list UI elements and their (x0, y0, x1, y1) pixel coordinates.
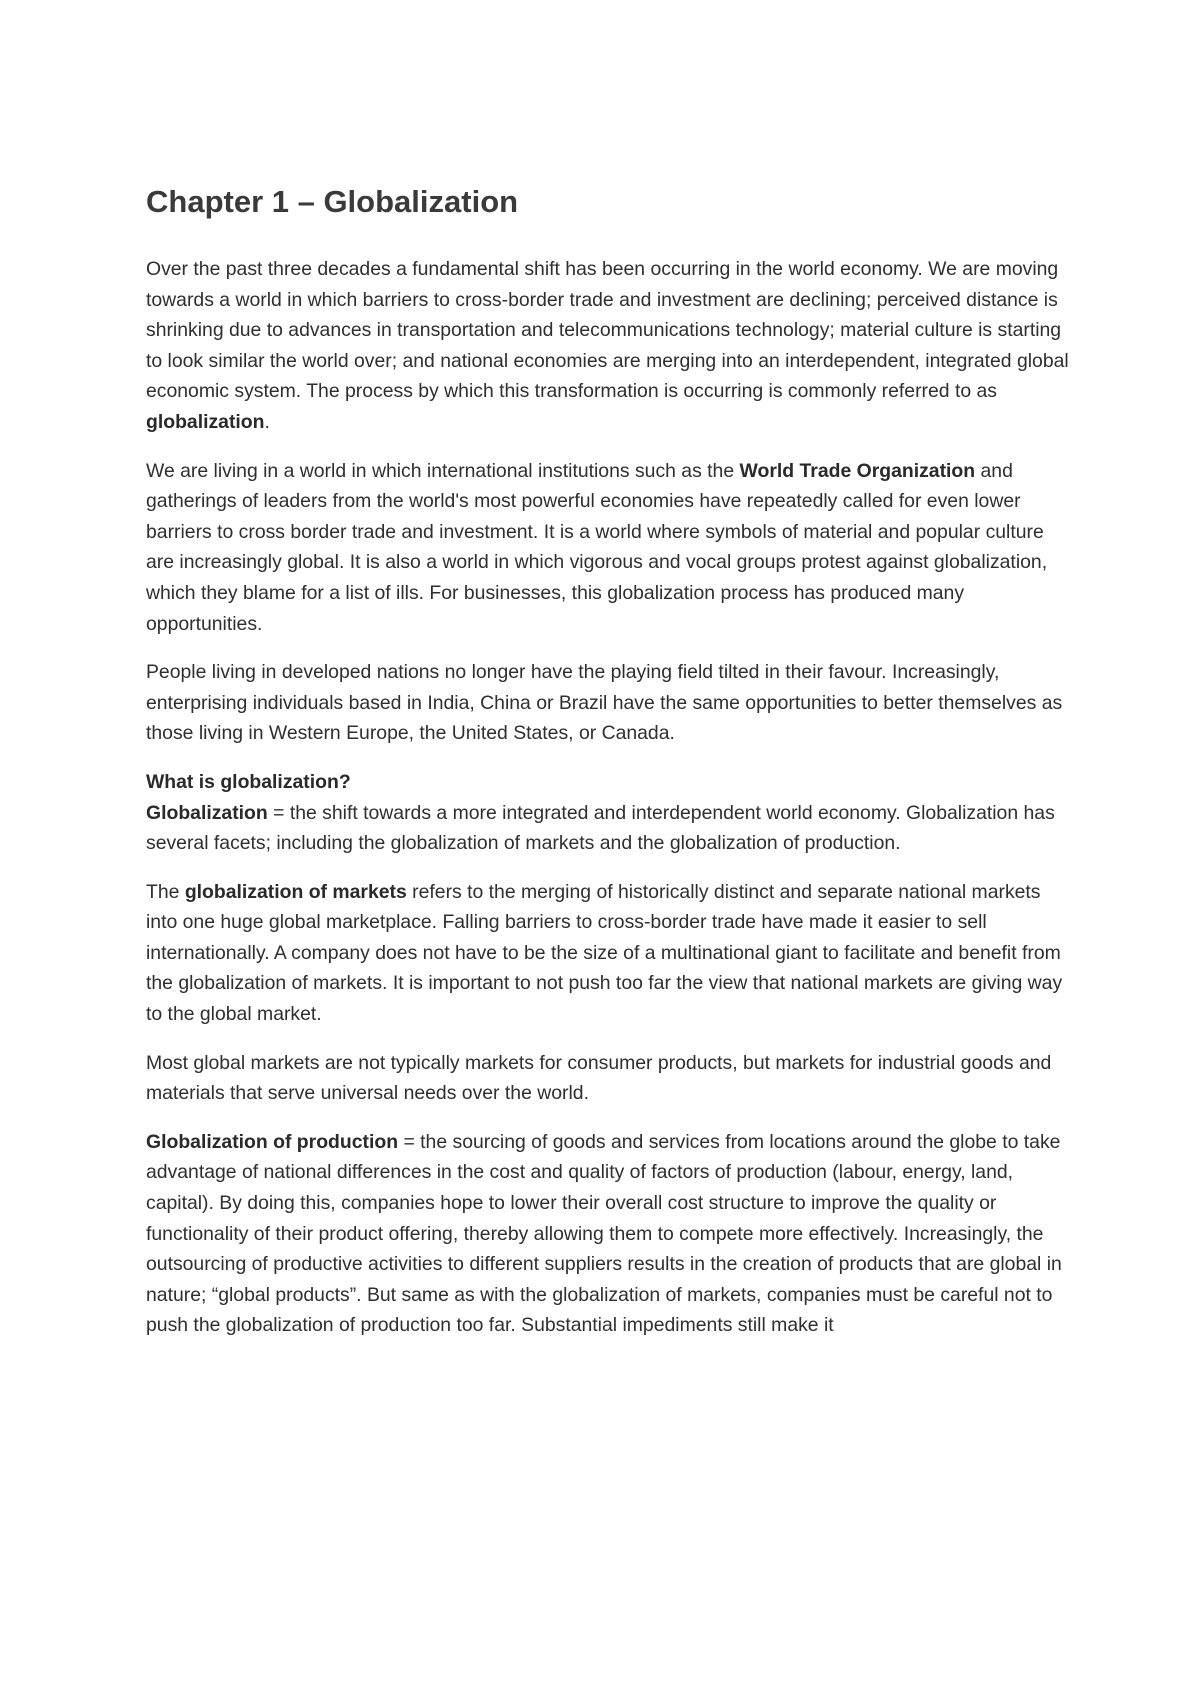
term-globalization: globalization (146, 410, 265, 433)
section-heading-what-is-globalization: What is globalization? (146, 770, 351, 793)
term-globalization-of-markets: globalization of markets (184, 880, 407, 903)
paragraph-wto-rest: and gatherings of leaders from the world's most powerful economies have repeatedly called for even lower barriers to cross border trade and investment. It is a world where symbols of material and popular culture are increasingly global. It is also a world in which vigorous and vocal groups protest against globalization, which they blame for a list of ills. For businesses, this globalization process has produced many opportunities. (146, 459, 1048, 635)
paragraph-intro (146, 254, 1076, 438)
term-globalization-definition: Globalization (146, 801, 268, 824)
paragraph-markets (146, 877, 1076, 1030)
paragraph-wto (146, 456, 1076, 640)
paragraph-global-markets: Most global markets are not typically markets for consumer products, but markets for industrial goods and materials that serve universal needs over the world. (146, 1051, 1052, 1105)
paragraph-markets-start: The (146, 880, 185, 903)
paragraph-definition-text: = the shift towards a more integrated and interdependent world economy. Globalization has several facets; including the globalization of markets and the globalization of production. (146, 801, 1055, 855)
paragraph-developed-nations: People living in developed nations no longer have the playing field tilted in their favour. Increasingly, enterprising individuals based in India, China or Brazil have the same opportunities to better themselves as those living in Western Europe, the United States, or Canada. (146, 661, 1063, 745)
paragraph-definition (146, 767, 1076, 859)
paragraph-markets-text: refers to the merging of historically distinct and separate national markets into one huge global marketplace. Falling barriers to cross-border trade have made it easier to sell internationally. A company does not have to be the size of a multinational giant to facilitate and benefit from the globalization of markets. It is important to not push too far the view that national markets are giving way to the global market. (146, 880, 1063, 1026)
paragraph-wto-start: We are living in a world in which international institutions such as the (146, 459, 740, 482)
paragraph-intro-end: . (264, 410, 270, 433)
term-globalization-of-production: Globalization of production (146, 1130, 399, 1153)
term-world-trade-organization: World Trade Organization (739, 459, 976, 482)
paragraph-production (146, 1127, 1076, 1341)
document-page (146, 178, 1076, 1359)
chapter-title: Chapter 1 – Globalization (146, 184, 519, 219)
paragraph-intro-text: Over the past three decades a fundamental shift has been occurring in the world economy. We are moving towards a world in which barriers to cross-border trade and investment are declining; perceived distance is shrinking due to advances in transportation and telecommunications technology; material culture is starting to look similar the world over; and national economies are merging into an interdependent, integrated global economic system. The process by which this transformation is occurring is commonly referred to as (146, 258, 1069, 403)
paragraph-production-text: = the sourcing of goods and services from locations around the globe to take advantage of national differences in the cost and quality of factors of production (labour, energy, land, capital). By doing this, companies hope to lower their overall cost structure to improve the quality or functionality of their product offering, thereby allowing them to compete more effectively. Increasingly, the outsourcing of productive activities to different suppliers results in the creation of products that are global in nature; “global products”. But same as with the globalization of markets, companies must be careful not to push the globalization of production too far. Substantial impediments still make it (146, 1130, 1062, 1337)
